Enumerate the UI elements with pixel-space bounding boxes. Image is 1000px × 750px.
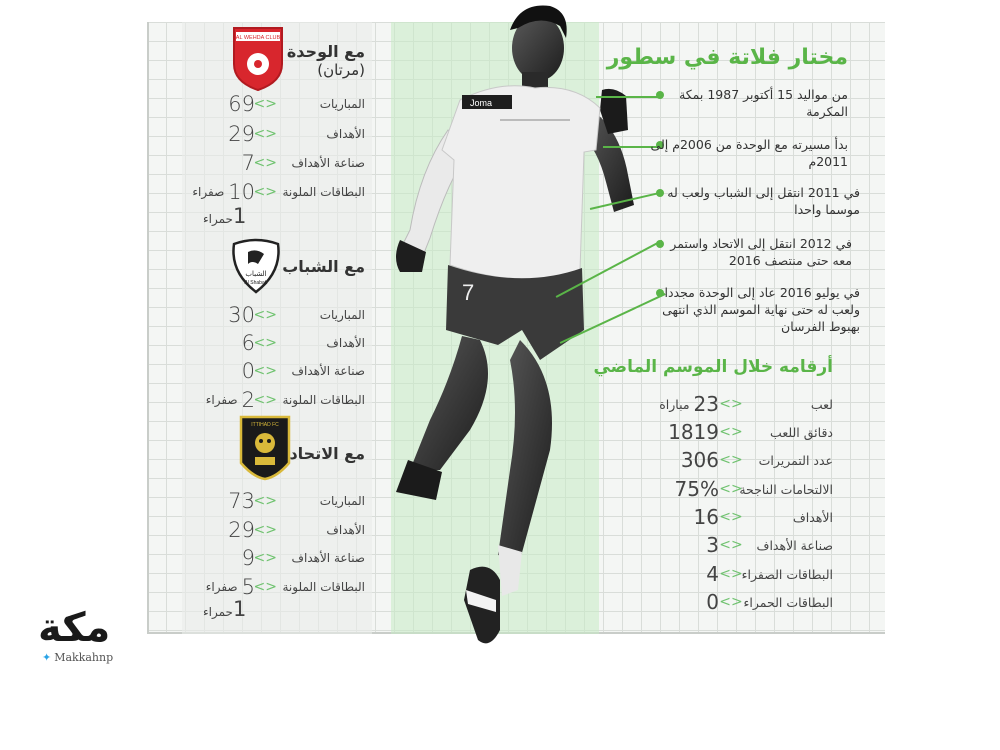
team-wehda-sub: (مرتان) xyxy=(317,61,365,79)
ittihad-goals: الأهداف <> 29 xyxy=(228,518,365,542)
arrows-icon: <> xyxy=(253,363,277,379)
shirt-brand: Joma xyxy=(470,98,493,108)
wehda-cards: البطاقات الملونة <> 10 صفراء xyxy=(192,180,365,204)
season-tackles: الالتحامات الناجحة <> 75% xyxy=(674,477,833,501)
arrows-icon: <> xyxy=(253,96,277,112)
ittihad-matches: المباريات <> 73 xyxy=(228,489,365,513)
arrows-icon: <> xyxy=(253,392,277,408)
season-minutes: دقائق اللعب <> 1819 xyxy=(668,420,833,444)
season-goals: الأهداف <> 16 xyxy=(693,505,833,529)
svg-text:AL WEHDA CLUB: AL WEHDA CLUB xyxy=(235,35,281,41)
twitter-handle: ✦ Makkahnp xyxy=(42,651,114,664)
fact-4: في 2012 انتقل إلى الاتحاد واستمر معه حتى منتصف 2016 xyxy=(670,236,852,268)
season-matches: لعب <> 23 مباراة xyxy=(659,392,833,416)
shabab-cards: البطاقات الملونة <> 2 صفراء xyxy=(205,388,365,412)
arrows-icon: <> xyxy=(253,184,277,200)
arrows-icon: <> xyxy=(253,126,277,142)
arrows-icon: <> xyxy=(719,509,743,525)
season-red-cards: البطاقات الحمراء <> 0 xyxy=(706,590,833,614)
svg-text:ITTIHAD FC: ITTIHAD FC xyxy=(251,422,279,428)
frame-left xyxy=(147,22,149,634)
wehda-matches: المباريات <> 69 xyxy=(228,92,365,116)
arrows-icon: <> xyxy=(719,566,743,582)
season-title: أرقامه خلال الموسم الماضي xyxy=(593,357,833,377)
al-ittihad-badge-icon xyxy=(237,413,293,483)
twitter-bird-icon: ✦ xyxy=(42,651,52,664)
svg-text:Al Shabab: Al Shabab xyxy=(244,280,268,286)
shabab-assists: صناعة الأهداف <> 0 xyxy=(241,359,365,383)
ittihad-assists: صناعة الأهداف <> 9 xyxy=(241,546,365,570)
shabab-matches: المباريات <> 30 xyxy=(228,303,365,327)
arrows-icon: <> xyxy=(719,481,743,497)
team-ittihad-name: مع الاتحاد xyxy=(289,444,365,463)
arrows-icon: <> xyxy=(719,594,743,610)
arrows-icon: <> xyxy=(253,493,277,509)
ittihad-cards: البطاقات الملونة <> 5 صفراء xyxy=(205,575,365,599)
team-wehda-name: مع الوحدة xyxy=(286,42,365,61)
wehda-red-cards: 1حمراء xyxy=(203,204,247,228)
player-photo xyxy=(370,0,650,660)
season-yellow-cards: البطاقات الصفراء <> 4 xyxy=(706,562,833,586)
arrows-icon: <> xyxy=(253,550,277,566)
arrows-icon: <> xyxy=(253,522,277,538)
arrows-icon: <> xyxy=(719,537,743,553)
season-assists: صناعة الأهداف <> 3 xyxy=(706,533,833,557)
wehda-assists: صناعة الأهداف <> 7 xyxy=(241,151,365,175)
arrows-icon: <> xyxy=(719,424,743,440)
team-shabab-name: مع الشباب xyxy=(282,257,365,276)
main-title: مختار فلاتة في سطور xyxy=(606,45,848,70)
arrows-icon: <> xyxy=(719,396,743,412)
al-wehda-badge-icon xyxy=(232,26,284,92)
fact-5: في يوليو 2016 عاد إلى الوحدة مجددا ولعب له حتى نهاية الموسم الذي انتهى بهبوط الفرسان xyxy=(662,285,860,334)
wehda-goals: الأهداف <> 29 xyxy=(228,122,365,146)
fact-1: من مواليد 15 أكتوبر 1987 بمكة المكرمة xyxy=(679,87,848,119)
fact-3: في 2011 انتقل إلى الشباب ولعب له موسما واحدا xyxy=(667,185,860,217)
arrows-icon: <> xyxy=(253,335,277,351)
shabab-goals: الأهداف <> 6 xyxy=(241,331,365,355)
shorts-number: 7 xyxy=(462,280,475,305)
makkah-logo: مكة xyxy=(38,605,111,651)
arrows-icon: <> xyxy=(253,579,277,595)
arrows-icon: <> xyxy=(719,452,743,468)
al-shabab-badge-icon xyxy=(228,238,284,296)
arrows-icon: <> xyxy=(253,307,277,323)
arrows-icon: <> xyxy=(253,155,277,171)
svg-text:الشباب: الشباب xyxy=(245,270,267,278)
fact-2: بدأ مسيرته مع الوحدة من 2006م إلى 2011م xyxy=(650,137,848,169)
ittihad-red-cards: 1حمراء xyxy=(203,597,247,621)
season-passes: عدد التمريرات <> 306 xyxy=(680,448,833,472)
